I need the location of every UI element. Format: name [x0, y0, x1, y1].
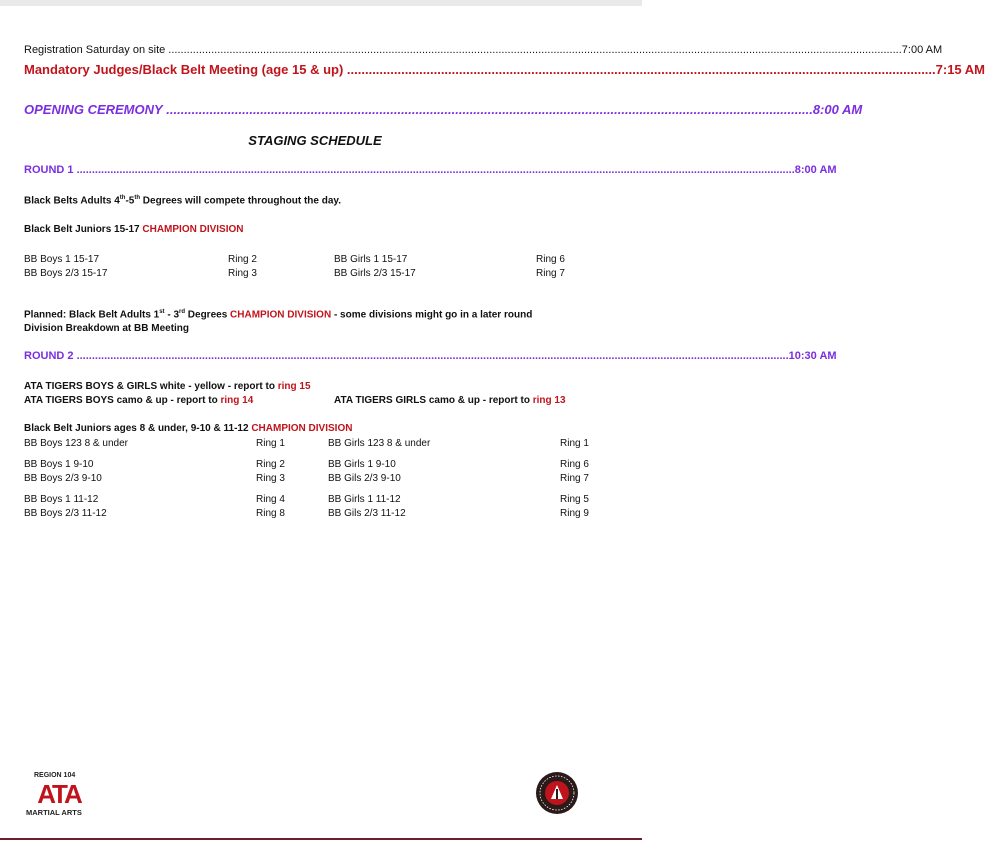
leader-dots: ................................................................................................................................................................................................................................................ [165, 44, 902, 56]
division-name: BB Boys 2/3 9-10 [24, 473, 102, 484]
leader-dots: ................................................................................................................................................................... [343, 62, 936, 77]
division-name: BB Boys 2/3 11-12 [24, 508, 107, 519]
superscript: th [119, 195, 126, 201]
champion-division-label: CHAMPION DIVISION [230, 309, 332, 321]
champion-division-label: CHAMPION DIVISION [142, 224, 244, 235]
round-2-label: ROUND 2 [24, 350, 74, 362]
judges-meeting-line [24, 62, 985, 77]
footer-line [0, 838, 642, 840]
planned-part: - some divisions might go in a later round [331, 309, 533, 321]
adults-note-part: -5 [125, 195, 135, 207]
tournament-emblem-icon [535, 771, 579, 815]
ring-number: Ring 3 [256, 473, 285, 484]
ring-number: Ring 8 [256, 508, 285, 519]
ring-number: Ring 2 [228, 254, 257, 265]
champion-division-label: CHAMPION DIVISION [251, 423, 353, 434]
planned-part: Degrees [185, 309, 231, 321]
leader-dots: ........................................................................................................................................................................................................................................... [73, 164, 795, 176]
leader-dots: ......................................................................................................................................................................................................................................... [73, 350, 789, 362]
logo-martial-arts-text: MARTIAL ARTS [26, 808, 82, 817]
leader-dots: ................................................................................................................................................................................... [162, 102, 813, 117]
tigers-text: ATA TIGERS BOYS & GIRLS white - yellow - report to [24, 381, 275, 392]
division-name: BB Gils 2/3 11-12 [328, 508, 406, 519]
superscript: th [134, 195, 141, 201]
judges-meeting-label: Mandatory Judges/Black Belt Meeting (age 15 & up) [24, 62, 344, 77]
tigers-white-yellow-line [24, 381, 311, 392]
juniors-heading-text: Black Belt Juniors 15-17 [24, 224, 140, 235]
superscript: st [159, 309, 165, 315]
judges-meeting-time: 7:15 AM [935, 62, 985, 77]
tigers-text: ATA TIGERS GIRLS camo & up - report to [334, 395, 530, 406]
logo-region-text: REGION 104 [34, 772, 76, 779]
round-1-line [24, 164, 837, 176]
ring-assignment: ring 15 [277, 381, 311, 392]
tigers-girls-camo-line [334, 395, 566, 406]
round-2-time: 10:30 AM [788, 350, 837, 362]
ring-number: Ring 3 [228, 268, 257, 279]
ring-number: Ring 1 [560, 438, 589, 449]
top-bar [0, 0, 642, 6]
ring-number: Ring 6 [560, 459, 589, 470]
ring-number: Ring 6 [536, 254, 565, 265]
division-name: BB Girls 1 11-12 [328, 494, 401, 505]
division-name: BB Boys 123 8 & under [24, 438, 128, 449]
division-name: BB Boys 1 15-17 [24, 254, 100, 265]
ring-number: Ring 5 [560, 494, 589, 505]
round-1-time: 8:00 AM [794, 164, 837, 176]
planned-part: Planned: Black Belt Adults 1 [24, 309, 160, 321]
superscript: rd [179, 309, 186, 315]
tigers-text: ATA TIGERS BOYS camo & up - report to [24, 395, 218, 406]
adults-note [24, 195, 341, 206]
round-1-label: ROUND 1 [24, 164, 74, 176]
adults-note-part: Black Belts Adults 4 [24, 195, 120, 207]
planned-part: - 3 [164, 309, 180, 321]
ring-number: Ring 7 [536, 268, 565, 279]
opening-ceremony-label: OPENING CEREMONY [24, 102, 163, 117]
ata-logo-icon [24, 781, 94, 807]
ring-number: Ring 7 [560, 473, 589, 484]
ring-number: Ring 4 [256, 494, 285, 505]
adults-note-part: Degrees will compete throughout the day. [140, 195, 341, 207]
ring-assignment: ring 13 [532, 395, 566, 406]
registration-label: Registration Saturday on site [24, 44, 166, 56]
ata-region-logo [24, 772, 94, 818]
opening-ceremony-line [24, 102, 863, 117]
round-2-juniors-heading [24, 423, 352, 434]
opening-ceremony-time: 8:00 AM [812, 102, 863, 117]
svg-text:ATA: ATA [37, 779, 81, 809]
planned-adults-note [24, 309, 532, 320]
ring-number: Ring 2 [256, 459, 285, 470]
division-name: BB Boys 2/3 15-17 [24, 268, 108, 279]
division-name: BB Gils 2/3 9-10 [328, 473, 401, 484]
round-1-juniors-heading [24, 224, 244, 235]
division-breakdown-note: Division Breakdown at BB Meeting [24, 323, 190, 334]
division-name: BB Girls 2/3 15-17 [334, 268, 416, 279]
ring-assignment: ring 14 [220, 395, 254, 406]
division-name: BB Boys 1 11-12 [24, 494, 99, 505]
division-name: BB Girls 1 15-17 [334, 254, 408, 265]
registration-time: 7:00 AM [901, 44, 943, 56]
division-name: BB Boys 1 9-10 [24, 459, 94, 470]
tigers-boys-camo-line [24, 395, 253, 406]
ring-number: Ring 1 [256, 438, 285, 449]
round-2-line [24, 350, 837, 362]
registration-line [24, 44, 943, 56]
juniors-heading-text: Black Belt Juniors ages 8 & under, 9-10 & 11-12 [24, 423, 249, 434]
division-name: BB Girls 1 9-10 [328, 459, 396, 470]
ring-number: Ring 9 [560, 508, 589, 519]
staging-schedule-title: STAGING SCHEDULE [248, 133, 382, 148]
division-name: BB Girls 123 8 & under [328, 438, 431, 449]
